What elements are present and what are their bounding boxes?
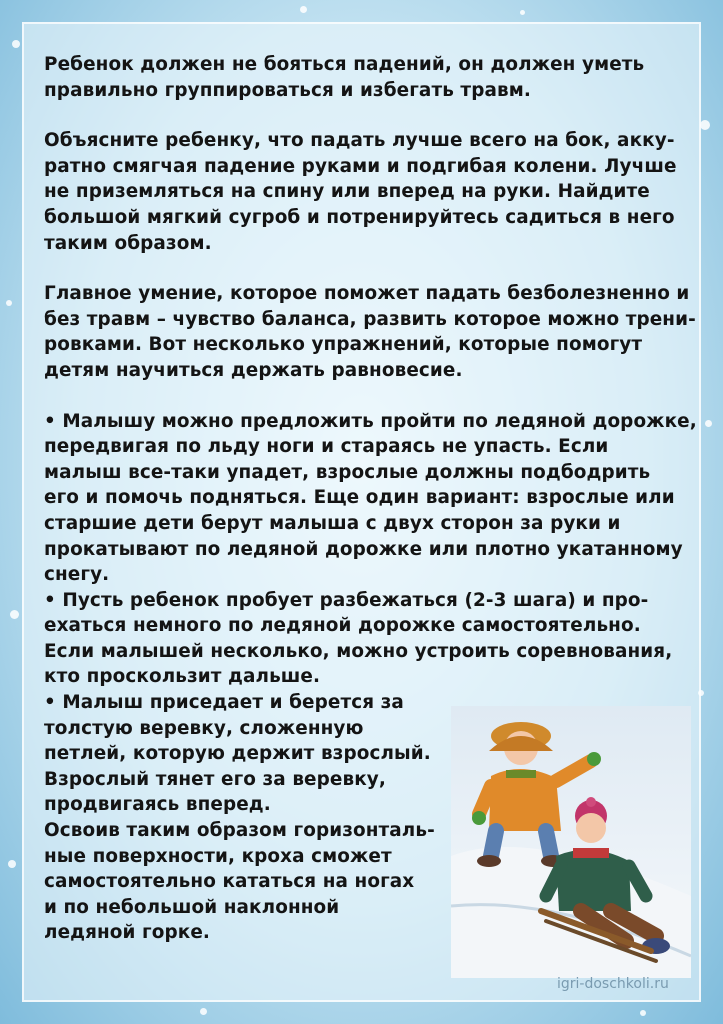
paragraph-2 bbox=[44, 128, 706, 256]
text-line: Если малышей несколько, можно устроить соревнования, bbox=[44, 640, 673, 662]
text-line: большой мягкий сугроб и потренируйтесь садиться в него bbox=[44, 206, 675, 228]
text-line: кто проскользит дальше. bbox=[44, 666, 321, 688]
text-line: не приземляться на спину или вперед на руки. Найдите bbox=[44, 181, 650, 203]
text-line: Объясните ребенку, что падать лучше всего на бок, акку- bbox=[44, 130, 675, 152]
text-line: толстую веревку, сложенную bbox=[44, 717, 364, 739]
text-line: и по небольшой наклонной bbox=[44, 896, 340, 918]
bullet-item-1 bbox=[44, 409, 706, 588]
text-line: снегу. bbox=[44, 564, 110, 586]
paragraph-3 bbox=[44, 281, 706, 383]
text-line: ные поверхности, кроха сможет bbox=[44, 845, 392, 867]
text-line: ровками. Вот несколько упражнений, которые помогут bbox=[44, 334, 643, 356]
text-line: Главное умение, которое поможет падать безболезненно и bbox=[44, 283, 690, 305]
text-line: петлей, которую держит взрослый. bbox=[44, 743, 431, 765]
text-line: продвигаясь вперед. bbox=[44, 794, 271, 816]
text-line: его и помочь подняться. Еще один вариант: взрослые или bbox=[44, 487, 675, 509]
text-line: прокатывают по ледяной дорожке или плотно укатанному bbox=[44, 538, 683, 560]
text-line: • Малышу можно предложить пройти по ледяной дорожке, bbox=[44, 410, 697, 432]
text-line: правильно группироваться и избегать травм. bbox=[44, 79, 531, 101]
text-line: Ребенок должен не бояться падений, он должен уметь bbox=[44, 54, 645, 75]
sledding-children-illustration bbox=[451, 706, 691, 978]
paragraph-1 bbox=[44, 52, 706, 103]
text-line: передвигая по льду ноги и стараясь не упасть. Если bbox=[44, 436, 609, 458]
text-line: ледяной горке. bbox=[44, 922, 210, 944]
text-line: таким образом. bbox=[44, 232, 212, 254]
text-line: без травм – чувство баланса, развить которое можно трени- bbox=[44, 308, 696, 330]
text-line: Освоив таким образом горизонталь- bbox=[44, 820, 435, 842]
text-line: Взрослый тянет его за веревку, bbox=[44, 768, 386, 790]
text-line: ратно смягчая падение руками и подгибая колени. Лучше bbox=[44, 155, 677, 177]
text-line: • Малыш приседает и берется за bbox=[44, 692, 404, 714]
text-line: ехаться немного по ледяной дорожке самостоятельно. bbox=[44, 615, 641, 637]
watermark-text: igri-doschkoli.ru bbox=[557, 976, 669, 992]
text-line: • Пусть ребенок пробует разбежаться (2-3 шага) и про- bbox=[44, 589, 649, 611]
text-line: самостоятельно кататься на ногах bbox=[44, 871, 415, 893]
text-line: старшие дети берут малыша с двух сторон за руки и bbox=[44, 512, 621, 534]
text-line: детям научиться держать равновесие. bbox=[44, 359, 463, 381]
bullet-item-2 bbox=[44, 588, 706, 690]
text-line: малыш все-таки упадет, взрослые должны подбодрить bbox=[44, 461, 651, 483]
